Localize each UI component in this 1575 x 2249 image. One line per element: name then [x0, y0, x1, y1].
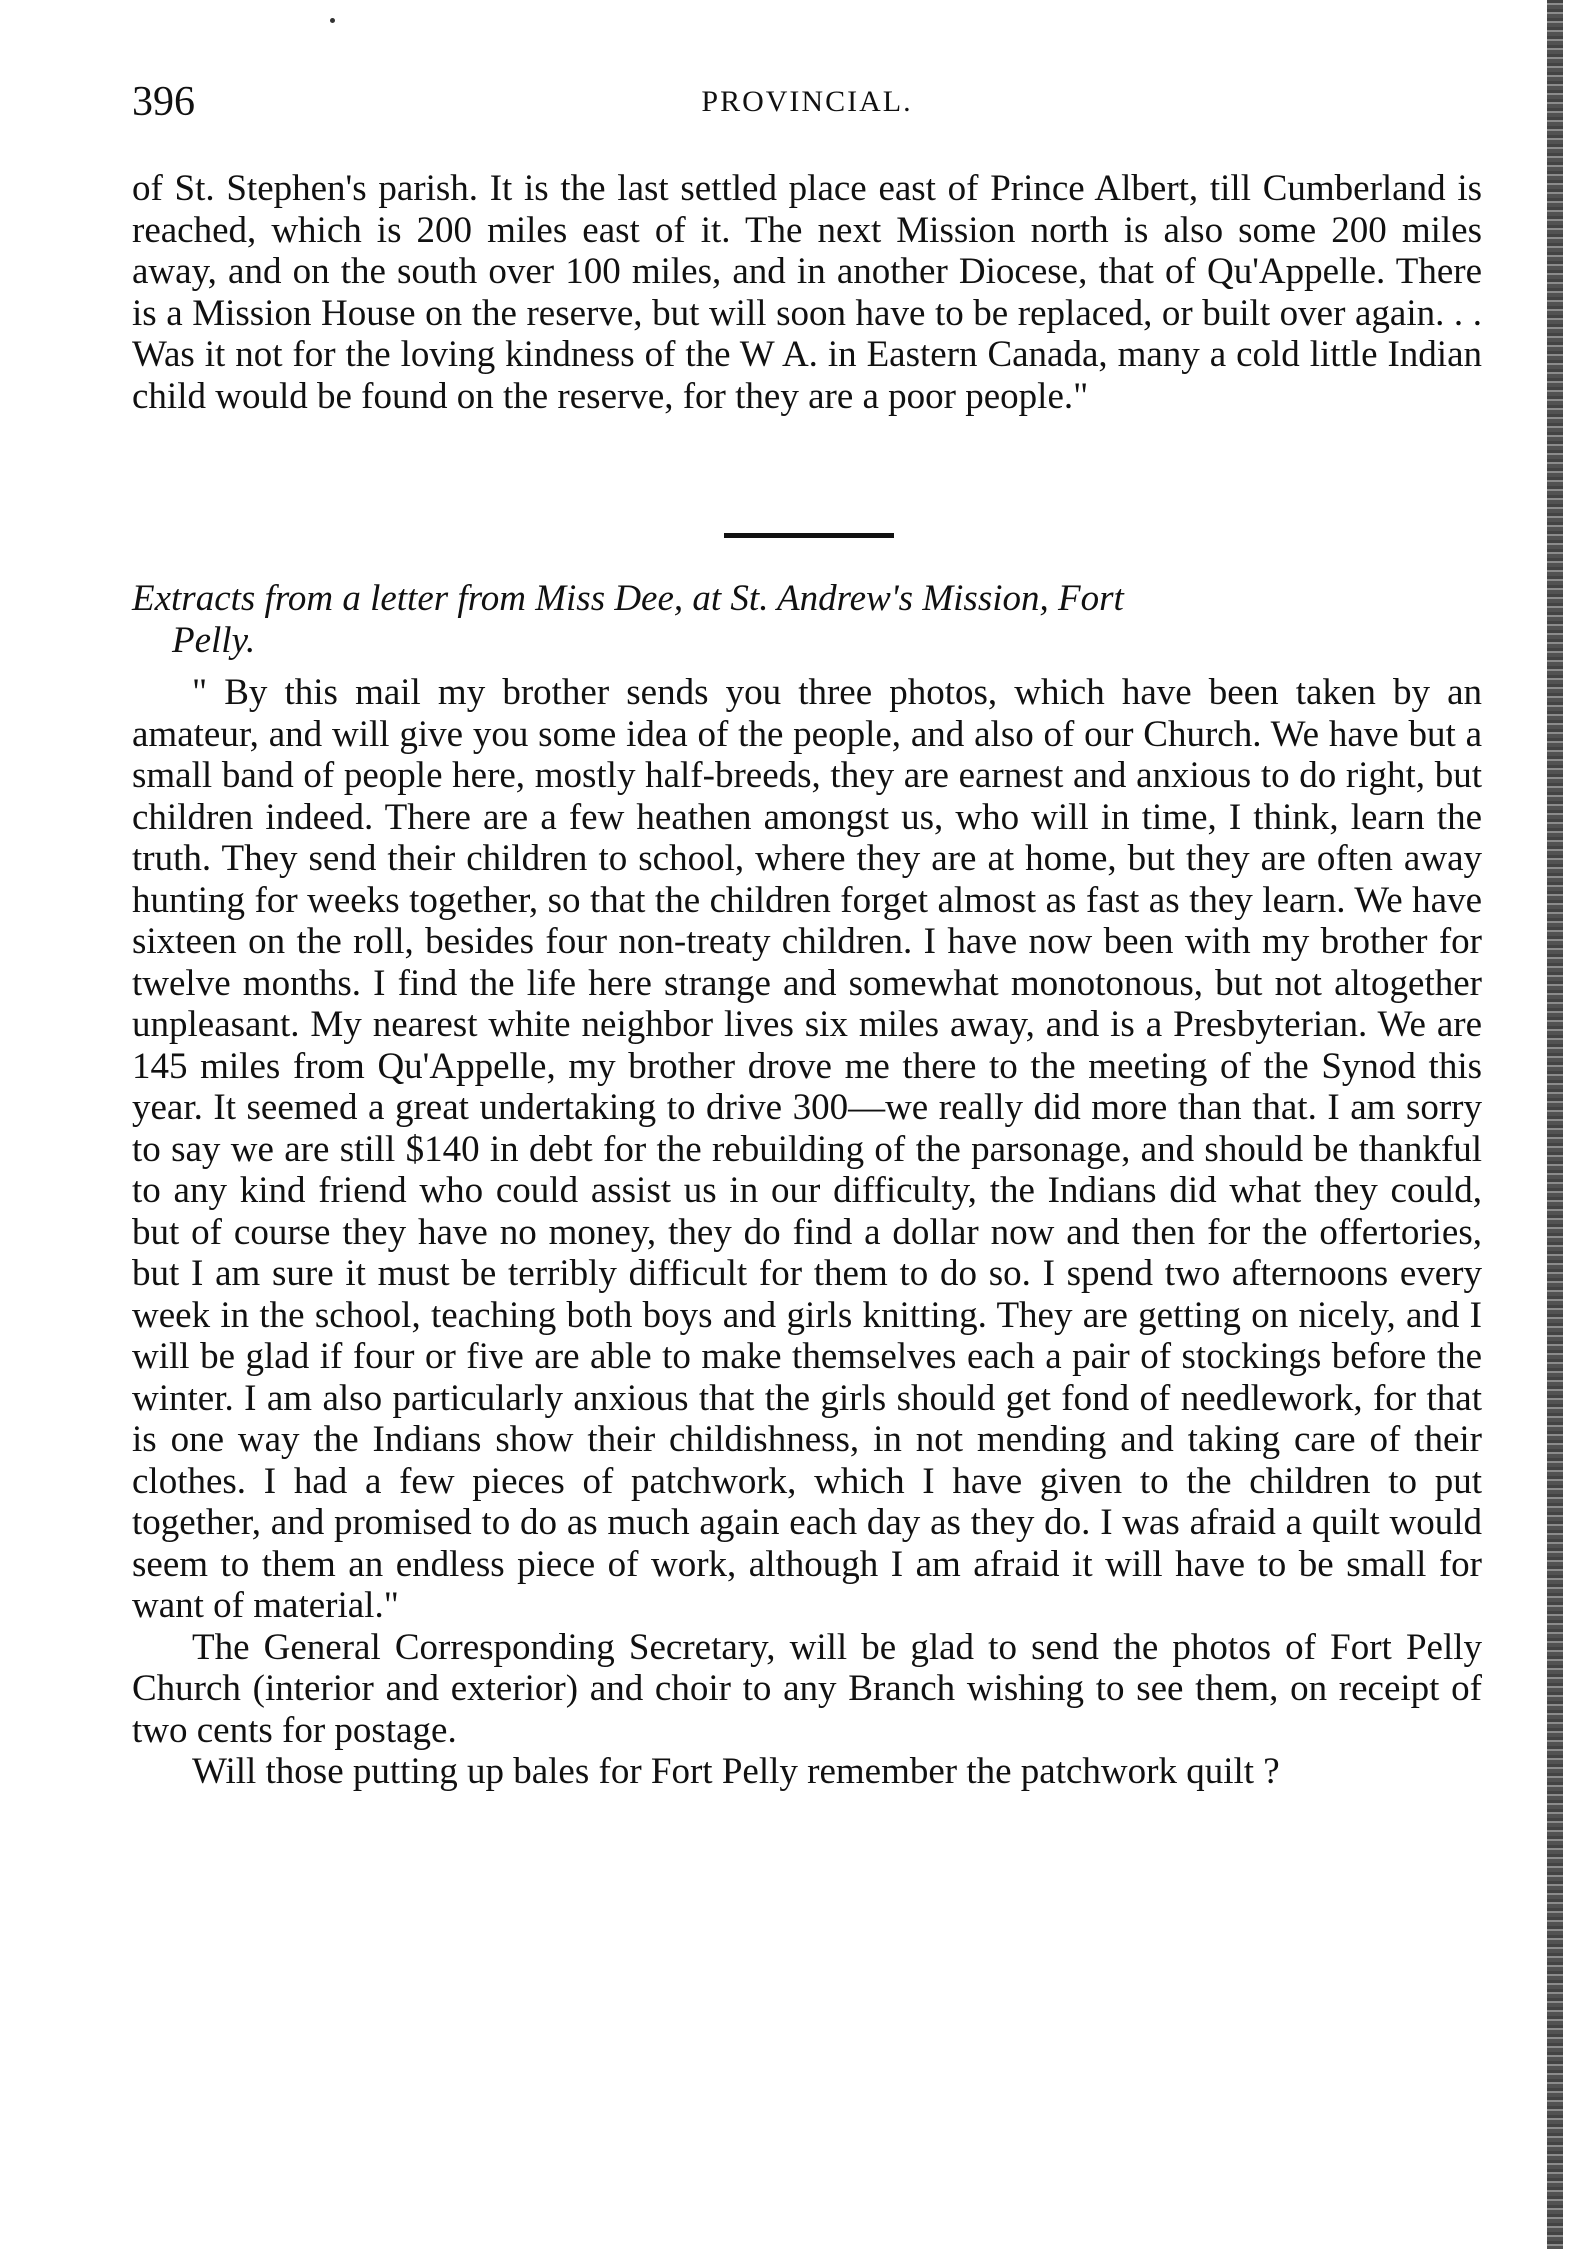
intro-section: [132, 168, 1482, 417]
running-head: PROVINCIAL.: [701, 85, 913, 118]
intro-paragraph: of St. Stephen's parish. It is the last settled place east of Prince Albert, till Cumberland is reached, which is 200 miles east of it. The next Mission north is also some 200 miles away, and on the south over 100 miles, and in another Diocese, that of Qu'Appelle. There is a Mission House on the reserve, but will soon have to be replaced, or built over again. . . Was it not for the loving kindness of the W A. in Eastern Canada, many a cold little Indian child would be found on the reserve, for they are a poor people.": [132, 168, 1482, 417]
ink-speck: [330, 18, 335, 23]
heading-line-2: Pelly.: [172, 619, 256, 661]
heading-line-1: Extracts from a letter from Miss Dee, at St. Andrew's Mission, Fort: [132, 578, 1124, 619]
section-divider: [724, 533, 894, 538]
secretary-paragraph: The General Corresponding Secretary, will be glad to send the photos of Fort Pelly Church (interior and exterior) and choir to any Branch wishing to see them, on receipt of two cents for postage.: [132, 1626, 1482, 1751]
page-header: [132, 72, 1482, 132]
closing-paragraph: Will those putting up bales for Fort Pelly remember the patchwork quilt ?: [192, 1751, 1280, 1792]
page-number: 396: [132, 79, 195, 125]
binding-edge: [1547, 0, 1563, 2249]
section-heading: [132, 578, 1482, 661]
letter-section: [132, 672, 1482, 1793]
letter-paragraph: " By this mail my brother sends you three photos, which have been taken by an amateur, and will give you some idea of the people, and also of our Church. We have but a small band of people here, mostly half-breeds, they are earnest and anxious to do right, but children indeed. There are a few heathen amongst us, who will in time, I think, learn the truth. They send their children to school, where they are at home, but they are often away hunting for weeks together, so that the children forget almost as fast as they learn. We have sixteen on the roll, besides four non-treaty children. I have now been with my brother for twelve months. I find the life here strange and somewhat monotonous, but not altogether unpleasant. My nearest white neighbor lives six miles away, and is a Presbyterian. We are 145 miles from Qu'Appelle, my brother drove me there to the meeting of the Synod this year. It seemed a great undertaking to drive 300—we really did more than that. I am sorry to say we are still $140 in debt for the rebuilding of the parsonage, and should be thankful to any kind friend who could assist us in our difficulty, the Indians did what they could, but of course they have no money, they do find a dollar now and then for the offertories, but I am sure it must be terribly difficult for them to do so. I spend two afternoons every week in the school, teaching both boys and girls knitting. They are getting on nicely, and I will be glad if four or five are able to make themselves each a pair of stockings before the winter. I am also particularly anxious that the girls should get fond of needlework, for that is one way the Indians show their childishness, in not mending and taking care of their clothes. I had a few pieces of patchwork, which I have given to the children to put together, and promised to do as much again each day as they do. I was afraid a quilt would seem to them an endless piece of work, although I am afraid it will have to be small for want of material.": [132, 672, 1482, 1626]
